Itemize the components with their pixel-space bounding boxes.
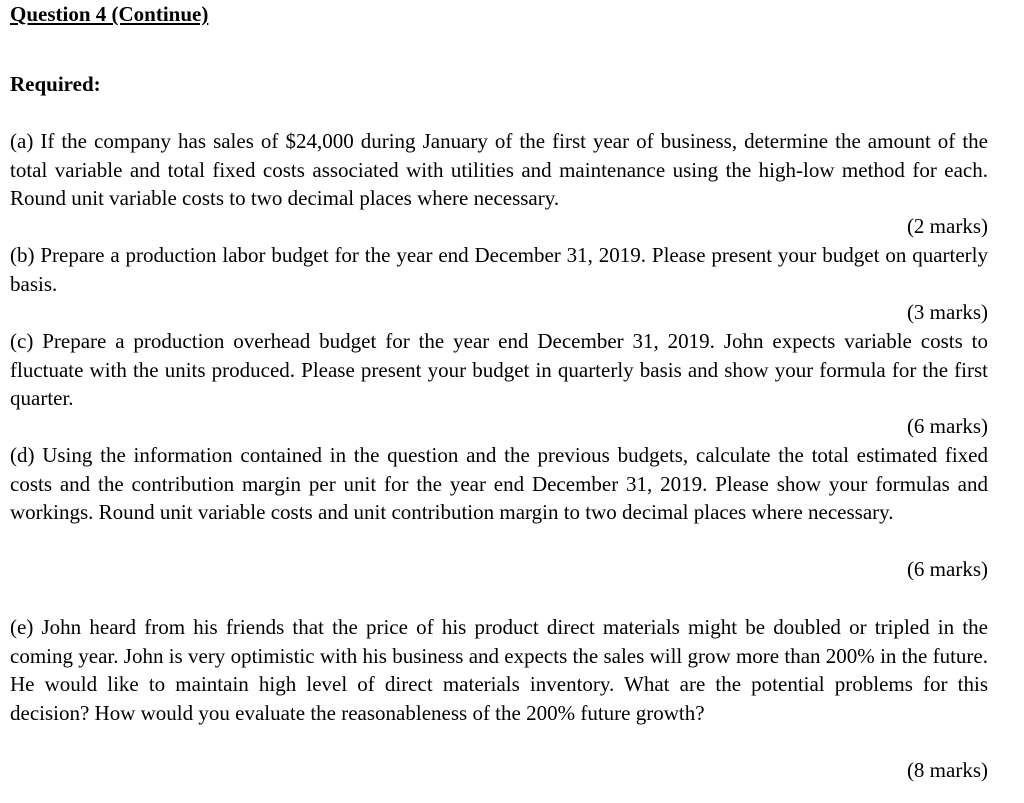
question-c-text: (c) Prepare a production overhead budget for the year end December 31, 2019. John expects variable costs to fluctuate with the units produced. Please present your budget in quarterly basis and show your formula for the first quarter. bbox=[10, 329, 988, 410]
document bbox=[10, 0, 988, 782]
question-a-marks: (2 marks) bbox=[906, 214, 988, 238]
page-title: Question 4 (Continue) bbox=[10, 2, 209, 26]
question-a-text: (a) If the company has sales of $24,000 during January of the first year of business, determine the amount of the total variable and total fixed costs associated with utilities and maintenance using the high-low method for each. Round unit variable costs to two decimal places where necessary. bbox=[10, 129, 988, 210]
question-d-marks: (6 marks) bbox=[906, 557, 988, 581]
question-d-text: (d) Using the information contained in the question and the previous budgets, calculate the total estimated fixed costs and the contribution margin per unit for the year end December 31, 2019. Please show your formulas and workings. Round unit variable costs and unit contribution margin to two decimal places where necessary. bbox=[10, 443, 988, 524]
question-b-marks: (3 marks) bbox=[906, 300, 988, 324]
required-heading: Required: bbox=[10, 72, 101, 96]
question-b-text: (b) Prepare a production labor budget for the year end December 31, 2019. Please present your budget on quarterly basis. bbox=[10, 243, 988, 296]
question-e-marks: (8 marks) bbox=[906, 758, 988, 782]
question-c-marks: (6 marks) bbox=[906, 414, 988, 438]
question-e-text: (e) John heard from his friends that the price of his product direct materials might be doubled or tripled in the coming year. John is very optimistic with his business and expects the sales will grow more than 200% in the future. He would like to maintain high level of direct materials inventory. What are the potential problems for this decision? How would you evaluate the reasonableness of the 200% future growth? bbox=[10, 615, 988, 725]
